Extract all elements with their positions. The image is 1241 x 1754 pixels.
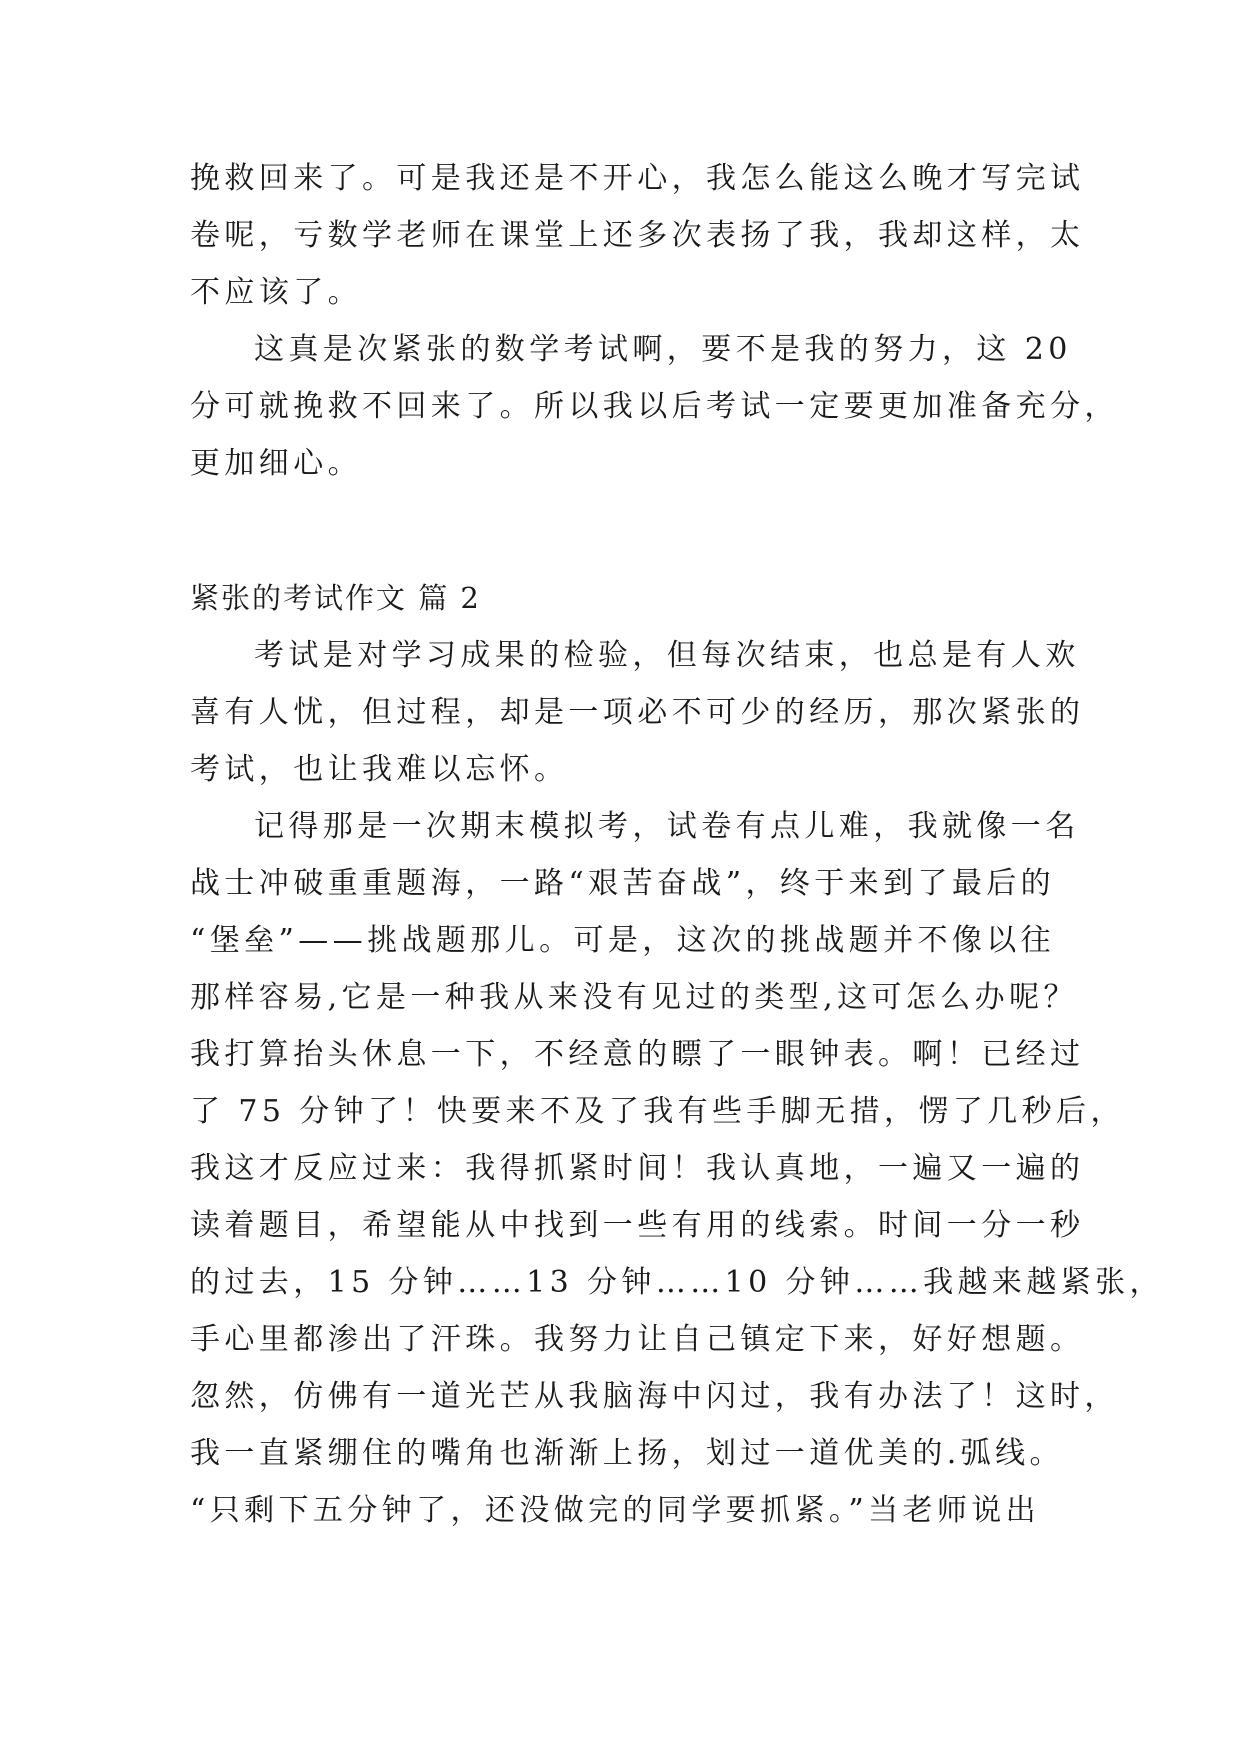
text-line: 挽救回来了。可是我还是不开心，我怎么能这么晚才写完试 (190, 161, 1085, 196)
text-line: 读着题目，希望能从中找到一些有用的线索。时间一分一秒 (190, 1208, 1085, 1243)
text-line: 考试是对学习成果的检验，但每次结束，也总是有人欢 (254, 638, 1080, 673)
text-line: 这真是次紧张的数学考试啊，要不是我的努力，这 20 (254, 332, 1072, 367)
paragraph-conclusion (190, 321, 1119, 492)
text-line: 的过去，15 分钟……13 分钟……10 分钟……我越来越紧张， (190, 1265, 1164, 1300)
text-line: “只剩下五分钟了，还没做完的同学要抓紧。”当老师说出 (190, 1493, 1041, 1528)
document-page (190, 150, 1164, 1539)
text-line: 手心里都渗出了汗珠。我努力让自己镇定下来，好好想题。 (190, 1322, 1085, 1357)
paragraph-story (190, 798, 1164, 1539)
text-line: 忽然，仿佛有一道光芒从我脑海中闪过，我有办法了！这时， (190, 1379, 1119, 1414)
text-line: 那样容易,它是一种我从来没有见过的类型,这可怎么办呢？ (190, 980, 1078, 1015)
paragraph-continued (190, 150, 1085, 321)
section-gap (190, 492, 1060, 570)
section-heading: 紧张的考试作文 篇 2 (190, 581, 481, 615)
text-line: 卷呢，亏数学老师在课堂上还多次表扬了我，我却这样，太 (190, 218, 1085, 253)
text-line: 更加细心。 (190, 446, 362, 481)
text-line: 我一直紧绷住的嘴角也渐渐上扬，划过一道优美的.弧线。 (190, 1436, 1064, 1471)
text-line: 我打算抬头休息一下，不经意的瞟了一眼钟表。啊！已经过 (190, 1037, 1085, 1072)
text-line: “堡垒”——挑战题那儿。可是，这次的挑战题并不像以往 (190, 923, 1056, 958)
text-line: 不应该了。 (190, 275, 362, 310)
text-line: 我这才反应过来：我得抓紧时间！我认真地，一遍又一遍的 (190, 1151, 1085, 1186)
text-line: 记得那是一次期末模拟考，试卷有点儿难，我就像一名 (254, 809, 1080, 844)
text-line: 喜有人忧，但过程，却是一项必不可少的经历，那次紧张的 (190, 695, 1085, 730)
text-line: 分可就挽救不回来了。所以我以后考试一定要更加准备充分， (190, 389, 1119, 424)
paragraph-intro (190, 627, 1085, 798)
text-line: 考试，也让我难以忘怀。 (190, 752, 569, 787)
text-line: 了 75 分钟了！快要来不及了我有些手脚无措，愣了几秒后， (190, 1094, 1125, 1129)
text-line: 战士冲破重重题海，一路“艰苦奋战”，终于来到了最后的 (190, 866, 1056, 901)
